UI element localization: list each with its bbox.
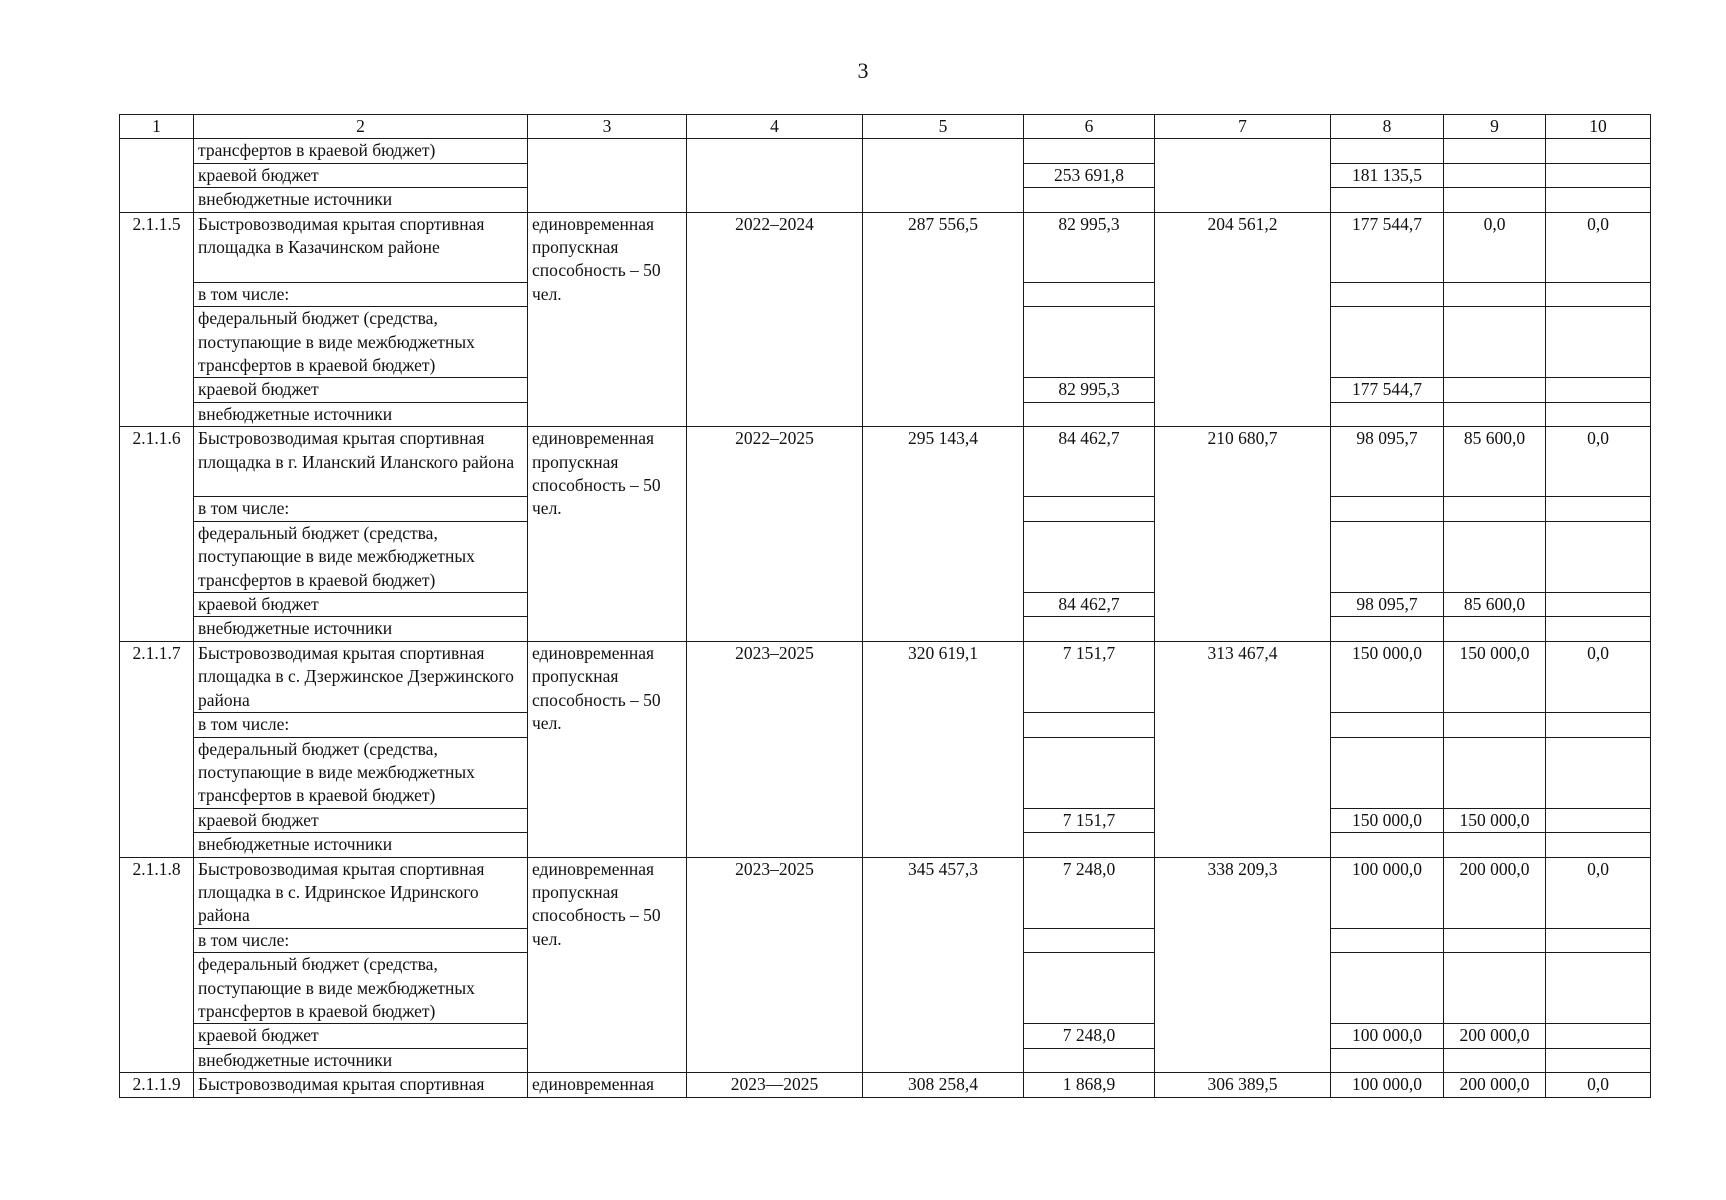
total-cell [863,139,1024,212]
value-cell [1546,593,1651,617]
value-cell: 100 000,0 [1331,1073,1444,1097]
value-cell [1331,737,1444,808]
value-cell [1444,139,1546,163]
value-cell [1024,497,1155,521]
item-row [120,212,1651,282]
value-cell: 0,0 [1444,212,1546,282]
value-cell [1444,378,1546,402]
value-cell [1546,521,1651,592]
value-cell: 338 209,3 [1155,857,1331,1073]
capacity-cell: единовременная пропускная способность – 50 чел. [528,857,687,1073]
total-cell: 287 556,5 [863,212,1024,427]
value-cell: 100 000,0 [1331,1024,1444,1048]
source-label: краевой бюджет [194,808,528,832]
value-cell [1024,307,1155,378]
source-label: в том числе: [194,282,528,306]
value-cell [1546,163,1651,187]
value-cell: 0,0 [1546,857,1651,928]
total-cell: 320 619,1 [863,641,1024,857]
item-name: Быстровозводимая крытая спортивная площадка в Казачинском районе [194,212,528,282]
value-cell [1024,953,1155,1024]
value-cell: 150 000,0 [1444,808,1546,832]
value-cell [1331,833,1444,857]
value-cell [1444,497,1546,521]
period-cell [687,139,863,212]
value-cell [1444,163,1546,187]
value-cell: 150 000,0 [1331,641,1444,712]
source-label: внебюджетные источники [194,402,528,426]
value-cell: 7 248,0 [1024,1024,1155,1048]
value-cell [1546,1048,1651,1072]
value-cell [1331,282,1444,306]
value-cell: 177 544,7 [1331,378,1444,402]
value-cell [1155,139,1331,212]
value-cell [1331,617,1444,641]
source-label: внебюджетные источники [194,833,528,857]
source-label: федеральный бюджет (средства, поступающие в виде межбюджетных трансфертов в краевой бюджет) [194,307,528,378]
value-cell [1444,928,1546,952]
source-label: в том числе: [194,497,528,521]
source-label: внебюджетные источники [194,188,528,212]
period-cell: 2023–2025 [687,641,863,857]
header-cell: 6 [1024,115,1155,139]
header-cell: 4 [687,115,863,139]
value-cell [1331,713,1444,737]
value-cell [1444,713,1546,737]
capacity-cell: единовременная пропускная способность – 50 чел. [528,212,687,427]
value-cell [1024,928,1155,952]
value-cell [1546,713,1651,737]
header-cell: 9 [1444,115,1546,139]
value-cell: 150 000,0 [1444,641,1546,712]
value-cell: 100 000,0 [1331,857,1444,928]
value-cell: 200 000,0 [1444,1024,1546,1048]
period-cell: 2023–2025 [687,857,863,1073]
value-cell [1331,188,1444,212]
num-cell [120,139,194,212]
header-cell: 2 [194,115,528,139]
item-name: Быстровозводимая крытая спортивная площадка в с. Идринское Идринского района [194,857,528,928]
value-cell: 0,0 [1546,427,1651,497]
value-cell [1024,188,1155,212]
source-label: федеральный бюджет (средства, поступающие в виде межбюджетных трансфертов в краевой бюджет) [194,737,528,808]
value-cell [1444,521,1546,592]
value-cell: 0,0 [1546,641,1651,712]
header-cell: 5 [863,115,1024,139]
value-cell: 306 389,5 [1155,1073,1331,1097]
source-label: внебюджетные источники [194,617,528,641]
value-cell: 98 095,7 [1331,427,1444,497]
value-cell [1444,953,1546,1024]
source-label: краевой бюджет [194,1024,528,1048]
value-cell [1546,617,1651,641]
value-cell [1331,497,1444,521]
value-cell [1331,953,1444,1024]
value-cell [1331,139,1444,163]
value-cell [1331,402,1444,426]
item-name: Быстровозводимая крытая спортивная площадка в с. Дзержинское Дзержинского района [194,641,528,712]
value-cell [1024,713,1155,737]
source-label: краевой бюджет [194,163,528,187]
value-cell: 200 000,0 [1444,1073,1546,1097]
period-cell: 2022–2024 [687,212,863,427]
value-cell [1024,1048,1155,1072]
item-row [120,857,1651,928]
value-cell: 0,0 [1546,212,1651,282]
value-cell [1024,139,1155,163]
value-cell: 84 462,7 [1024,593,1155,617]
value-cell [1444,188,1546,212]
item-name: Быстровозводимая крытая спортивная [194,1073,528,1097]
header-cell: 8 [1331,115,1444,139]
capacity-cell: единовременная пропускная способность – 50 чел. [528,427,687,642]
value-cell: 253 691,8 [1024,163,1155,187]
value-cell [1331,1048,1444,1072]
value-cell: 98 095,7 [1331,593,1444,617]
source-label: трансфертов в краевой бюджет) [194,139,528,163]
value-cell [1024,402,1155,426]
source-label: в том числе: [194,928,528,952]
value-cell [1546,307,1651,378]
budget-table [119,114,1651,1098]
value-cell [1331,307,1444,378]
value-cell [1331,928,1444,952]
value-cell [1546,139,1651,163]
capacity-cell: единовременная [528,1073,687,1097]
value-cell [1444,737,1546,808]
value-cell [1024,282,1155,306]
item-row [120,1073,1651,1097]
value-cell [1546,953,1651,1024]
value-cell [1546,928,1651,952]
item-number: 2.1.1.5 [120,212,194,427]
item-number: 2.1.1.8 [120,857,194,1073]
value-cell [1444,617,1546,641]
value-cell: 7 151,7 [1024,808,1155,832]
value-cell: 210 680,7 [1155,427,1331,642]
value-cell [1331,521,1444,592]
value-cell [1444,402,1546,426]
value-cell [1024,737,1155,808]
period-cell: 2022–2025 [687,427,863,642]
total-cell: 345 457,3 [863,857,1024,1073]
value-cell: 0,0 [1546,1073,1651,1097]
source-label: внебюджетные источники [194,1048,528,1072]
value-cell [1444,1048,1546,1072]
value-cell: 82 995,3 [1024,378,1155,402]
value-cell: 85 600,0 [1444,427,1546,497]
value-cell [1546,188,1651,212]
source-label: федеральный бюджет (средства, поступающие в виде межбюджетных трансфертов в краевой бюджет) [194,521,528,592]
value-cell: 7 151,7 [1024,641,1155,712]
value-cell: 150 000,0 [1331,808,1444,832]
item-row [120,641,1651,712]
value-cell [1444,282,1546,306]
capacity-cell: единовременная пропускная способность – 50 чел. [528,641,687,857]
source-label: в том числе: [194,713,528,737]
value-cell [1546,402,1651,426]
value-cell [1024,617,1155,641]
item-number: 2.1.1.6 [120,427,194,642]
value-cell [1024,833,1155,857]
value-cell: 1 868,9 [1024,1073,1155,1097]
item-name: Быстровозводимая крытая спортивная площадка в г. Иланский Иланского района [194,427,528,497]
source-label: краевой бюджет [194,593,528,617]
total-cell: 308 258,4 [863,1073,1024,1097]
source-label: краевой бюджет [194,378,528,402]
period-cell: 2023––2025 [687,1073,863,1097]
table-row [120,139,1651,163]
value-cell [1546,808,1651,832]
value-cell [1444,833,1546,857]
header-cell: 3 [528,115,687,139]
value-cell: 82 995,3 [1024,212,1155,282]
item-number: 2.1.1.7 [120,641,194,857]
header-row [120,115,1651,139]
header-cell: 1 [120,115,194,139]
total-cell: 295 143,4 [863,427,1024,642]
value-cell: 200 000,0 [1444,857,1546,928]
item-number: 2.1.1.9 [120,1073,194,1097]
item-row [120,427,1651,497]
header-cell: 7 [1155,115,1331,139]
value-cell [1546,378,1651,402]
value-cell [1546,282,1651,306]
value-cell [1024,521,1155,592]
value-cell: 84 462,7 [1024,427,1155,497]
value-cell [1546,497,1651,521]
header-cell: 10 [1546,115,1651,139]
capacity-cell [528,139,687,212]
value-cell [1546,737,1651,808]
source-label: федеральный бюджет (средства, поступающие в виде межбюджетных трансфертов в краевой бюджет) [194,953,528,1024]
value-cell: 7 248,0 [1024,857,1155,928]
value-cell: 313 467,4 [1155,641,1331,857]
value-cell: 177 544,7 [1331,212,1444,282]
value-cell [1546,1024,1651,1048]
value-cell [1546,833,1651,857]
page-number: 3 [857,58,869,83]
value-cell: 204 561,2 [1155,212,1331,427]
value-cell: 181 135,5 [1331,163,1444,187]
value-cell: 85 600,0 [1444,593,1546,617]
value-cell [1444,307,1546,378]
